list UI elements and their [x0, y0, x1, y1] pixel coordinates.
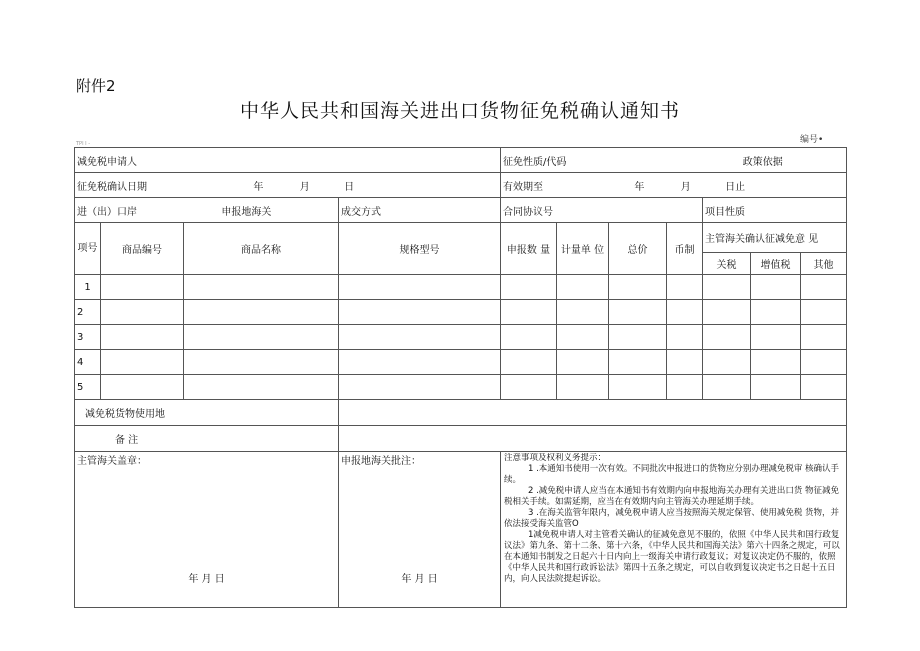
item-other[interactable]	[801, 275, 847, 300]
notice-item-4: 1减免税申请人对主管看关确认的征减免意见不服的，依照《中华人民共和国行政复议法》第九条、第十二条、第十六条，《中华人民共和国海关法》第六十四条之规定，可以在本通知书制发之日起六十日内向上一级海关申请行政复议；对复议决定仍不服的，依照《中华人民共和国行政诉讼法》第四十五条之规定，可以自收到复议决定书之日起十五日内，向人民法院提起诉讼。	[504, 530, 840, 584]
item-unit[interactable]	[557, 275, 609, 300]
col-spec: 规格型号	[339, 223, 501, 275]
item-name[interactable]	[184, 350, 339, 375]
col-currency: 币制	[667, 223, 703, 275]
usage-row	[75, 400, 847, 426]
deal-label: 成交方式	[341, 206, 381, 218]
item-code[interactable]	[101, 350, 184, 375]
seal-label: 主管海关盖章：	[77, 456, 147, 467]
item-tariff[interactable]	[703, 275, 751, 300]
item-total[interactable]	[609, 275, 667, 300]
col-no: 项号	[75, 223, 101, 275]
valid-end-label: 日止	[725, 181, 746, 193]
item-code[interactable]	[101, 375, 184, 400]
item-vat[interactable]	[751, 325, 801, 350]
approval-row	[75, 452, 847, 608]
col-vat: 增值税	[751, 253, 801, 275]
col-other: 其他	[801, 253, 847, 275]
item-qty[interactable]	[501, 375, 557, 400]
seal-date: 年 月 日	[188, 574, 225, 585]
notice-item-3: 3 .在海关监管年限内，减免税申请人应当按照海关规定保管、使用减免税 货物，并依法接受海关监管O	[504, 508, 840, 529]
item-qty[interactable]	[501, 350, 557, 375]
year-label: 年	[253, 181, 264, 193]
table-row	[75, 350, 847, 375]
item-spec[interactable]	[339, 375, 501, 400]
project-cell[interactable]	[703, 198, 847, 223]
item-currency[interactable]	[667, 325, 703, 350]
item-total[interactable]	[609, 325, 667, 350]
valid-until-label: 有效期至	[503, 181, 543, 193]
table-row	[75, 300, 847, 325]
applicant-row	[75, 148, 847, 173]
deal-cell[interactable]	[339, 198, 501, 223]
item-unit[interactable]	[557, 300, 609, 325]
item-unit[interactable]	[557, 375, 609, 400]
item-total[interactable]	[609, 300, 667, 325]
number-label: 编号•	[800, 135, 824, 145]
usage-value[interactable]	[339, 400, 847, 426]
policy-label: 政策依据	[742, 156, 783, 168]
item-code[interactable]	[101, 300, 184, 325]
item-vat[interactable]	[751, 375, 801, 400]
column-header-row	[75, 223, 847, 253]
item-other[interactable]	[801, 325, 847, 350]
remark-row	[75, 426, 847, 452]
col-unit: 计量单 位	[557, 223, 609, 275]
notice-heading: 注意事项及权利义务提示：	[504, 453, 607, 463]
confirm-date-cell[interactable]	[75, 173, 501, 198]
item-no: 3	[75, 325, 101, 350]
item-spec[interactable]	[339, 300, 501, 325]
col-tariff: 关税	[703, 253, 751, 275]
seal-cell[interactable]	[75, 452, 339, 608]
notice-item-1: 1 .本通知书使用一次有效。不同批次申报进口的货物应分别办理减免税审 核确认手续。	[504, 464, 840, 485]
applicant-label: 减免税申请人	[77, 156, 137, 168]
item-no: 2	[75, 300, 101, 325]
item-currency[interactable]	[667, 350, 703, 375]
item-vat[interactable]	[751, 275, 801, 300]
day-label: 日	[344, 181, 355, 193]
item-tariff[interactable]	[703, 325, 751, 350]
item-name[interactable]	[184, 325, 339, 350]
contract-label: 合同协议号	[503, 206, 553, 218]
item-vat[interactable]	[751, 300, 801, 325]
col-name: 商品名称	[184, 223, 339, 275]
confirm-date-label: 征免税确认日期	[77, 181, 147, 193]
project-label: 项目性质	[705, 206, 745, 218]
col-total: 总价	[609, 223, 667, 275]
item-other[interactable]	[801, 375, 847, 400]
item-tariff[interactable]	[703, 350, 751, 375]
item-tariff[interactable]	[703, 375, 751, 400]
table-row	[75, 275, 847, 300]
contract-cell[interactable]	[501, 198, 703, 223]
month-label: 月	[299, 181, 310, 193]
item-code[interactable]	[101, 325, 184, 350]
remark-value[interactable]	[339, 426, 847, 452]
item-no: 5	[75, 375, 101, 400]
item-vat[interactable]	[751, 350, 801, 375]
attachment-label: 附件2	[76, 77, 116, 95]
port-label: 进（出）口岸	[77, 206, 137, 218]
tiny-mark: TPI I -	[76, 141, 91, 147]
item-unit[interactable]	[557, 350, 609, 375]
approval-date: 年 月 日	[401, 574, 438, 585]
approval-label: 申报地海关批注：	[341, 456, 421, 467]
item-name[interactable]	[184, 275, 339, 300]
port-row	[75, 198, 847, 223]
col-qty: 申报数 量	[501, 223, 557, 275]
valid-month-label: 月	[680, 181, 691, 193]
item-no: 1	[75, 275, 101, 300]
item-total[interactable]	[609, 375, 667, 400]
port-cell[interactable]	[75, 198, 339, 223]
notice-cell	[501, 452, 847, 608]
confirmation-form	[74, 147, 847, 608]
col-code: 商品编号	[101, 223, 184, 275]
remark-label: 备 注	[75, 426, 339, 452]
applicant-cell[interactable]	[75, 148, 501, 173]
nature-label: 征免性质/代码	[503, 156, 567, 168]
valid-year-label: 年	[634, 181, 645, 193]
item-no: 4	[75, 350, 101, 375]
customs-label: 申报地海关	[221, 206, 272, 218]
table-row	[75, 325, 847, 350]
item-spec[interactable]	[339, 325, 501, 350]
date-row	[75, 173, 847, 198]
nature-cell[interactable]	[501, 148, 847, 173]
item-qty[interactable]	[501, 300, 557, 325]
usage-label: 减免税货物使用地	[75, 400, 339, 426]
item-name[interactable]	[184, 375, 339, 400]
item-spec[interactable]	[339, 350, 501, 375]
col-opinion: 主管海关确认征减免意 见	[703, 223, 847, 253]
item-code[interactable]	[101, 275, 184, 300]
approval-cell[interactable]	[339, 452, 501, 608]
item-qty[interactable]	[501, 275, 557, 300]
document-title: 中华人民共和国海关进出口货物征免税确认通知书	[239, 100, 680, 122]
item-currency[interactable]	[667, 375, 703, 400]
item-other[interactable]	[801, 350, 847, 375]
item-qty[interactable]	[501, 325, 557, 350]
item-currency[interactable]	[667, 275, 703, 300]
valid-until-cell[interactable]	[501, 173, 847, 198]
notice-item-2: 2 .减免税申请人应当在本通知书有效期内向申报地海关办理有关进出口货 物征减免税相关手续。如需延期，应当在有效期内向主管海关办理延期手续。	[504, 486, 840, 507]
table-row	[75, 375, 847, 400]
item-currency[interactable]	[667, 300, 703, 325]
item-tariff[interactable]	[703, 300, 751, 325]
item-total[interactable]	[609, 350, 667, 375]
item-name[interactable]	[184, 300, 339, 325]
item-other[interactable]	[801, 300, 847, 325]
item-spec[interactable]	[339, 275, 501, 300]
item-unit[interactable]	[557, 325, 609, 350]
